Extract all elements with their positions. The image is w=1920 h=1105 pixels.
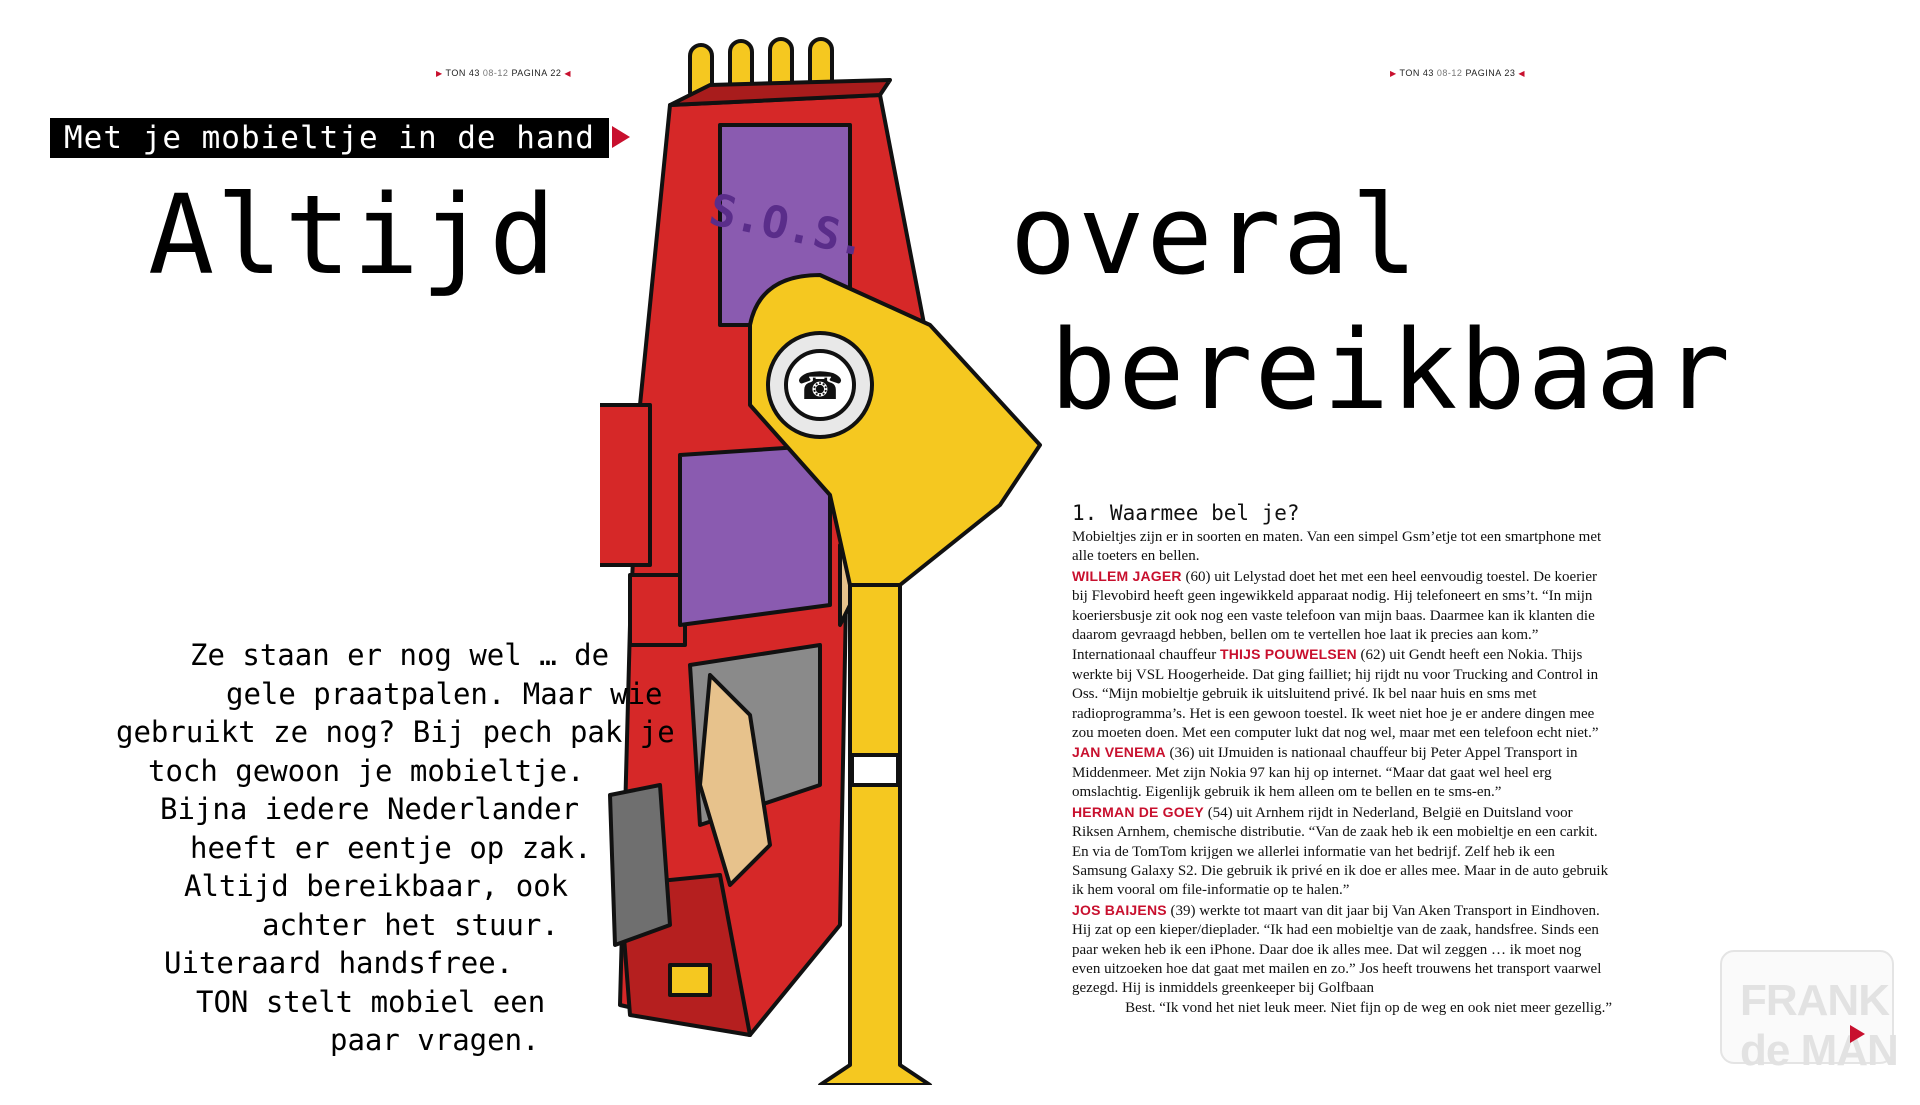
- name-willem-jager: WILLEM JAGER: [1072, 567, 1182, 584]
- intro-line: heeft er eentje op zak.: [190, 830, 592, 865]
- phone-icon: ☎: [796, 364, 844, 408]
- article-paragraph-jan: JAN VENEMA (36) uit IJmuiden is nationaal chauffeur bij Peter Appel Transport in Middenmeer. Met zijn Nokia 97 kan hij op internet. “Maar dat gaat wel heel erg omslachtig. Eigenlijk gebruik ik hem alleen om te bellen en te sms-en.”: [1072, 744, 1578, 801]
- name-thijs-pouwelsen: THIJS POUWELSEN: [1219, 646, 1357, 663]
- intro-line: Ze staan er nog wel … de: [190, 638, 610, 672]
- name-jan-venema: JAN VENEMA: [1072, 744, 1166, 761]
- intro-line: TON stelt mobiel een: [196, 984, 546, 1019]
- sos-sign-text: S.O.S.: [704, 184, 872, 268]
- page-folio-left: ▶ TON 43 08-12 PAGINA 22 ◀: [436, 68, 571, 78]
- intro-line: gebruikt ze nog? Bij pech pak je: [116, 715, 675, 749]
- kicker-label: Met je mobieltje in de hand: [50, 118, 609, 158]
- intro-line: Altijd bereikbaar, ook: [184, 869, 569, 903]
- intro-line: paar vragen.: [330, 1023, 540, 1057]
- article-paragraph-willem: WILLEM JAGER (60) uit Lelystad doet het met een heel eenvoudig toestel. De koerier bij Flevobird heeft geen ingewikkeld apparaat nodig. Hij telefoneert en sms’t. “In mijn koeriersbusje zit ook nog een vaste telefoon van mijn baas. Daarmee kan ik klanten die daarom gevraagd hebben, bellen om te vertellen hoe laat ik precies aan kom.”: [1072, 567, 1598, 644]
- intro-line: Uiteraard handsfree.: [164, 946, 514, 980]
- page-folio-right: ▶ TON 43 08-12 PAGINA 23 ◀: [1390, 68, 1525, 78]
- article-paragraph-herman: HERMAN DE GOEY (54) uit Arnhem rijdt in Nederland, België en Duitsland voor Riksen Arnhem, chemische distributie. “Van de zaak heb ik een mobieltje en een carkit. En via de TomTom krijgen we allerlei informatie van het bedrijf. Zelf heb ik een Samsung Galaxy S2. Die gebruik ik privé en ik doe er alles mee. Maar in de auto gebruik ik hem vooral om file-informatie op te halen.”: [1072, 803, 1609, 899]
- headline-word-altijd: Altijd: [148, 171, 558, 299]
- article-heading: 1. Waarmee bel je?: [1072, 501, 1300, 525]
- intro-deck: [80, 636, 680, 1060]
- intro-line: Bijna iedere Nederlander: [160, 792, 580, 826]
- article-lead: Mobieltjes zijn er in soorten en maten. Van een simpel Gsm’etje tot een smartphone met alle toeters en bellen.: [1072, 529, 1602, 565]
- intro-line: achter het stuur.: [262, 907, 559, 942]
- article-paragraph-jos: JOS BAIJENS (39) werkte tot maart van dit jaar bij Van Aken Transport in Eindhoven. Hij zat op een kieper/dieplader. “Ik had een mobieltje van de zaak, handsfree. Sinds een paar weken heb ik een iPhone. Daar doe ik alles mee. Dat wil zeggen … ik moet nog even uitzoeken hoe dat gaat met mailen en zo.” Jos heeft trouwens het transport vaarwel gezegd. Hij is inmiddels greenkeeper bij Golfbaan: [1072, 901, 1602, 997]
- name-herman-de-goey: HERMAN DE GOEY: [1072, 803, 1204, 820]
- article-paragraph-jos-end: Best. “Ik vond het niet leuk meer. Niet fijn op de weg en ook niet meer gezellig.”: [1125, 999, 1612, 1016]
- headline-word-overal: overal: [1010, 171, 1420, 299]
- illustrator-logo: FRANK de MAN: [1740, 976, 1898, 1075]
- headline-word-bereikbaar: bereikbaar: [1050, 306, 1733, 434]
- next-page-arrow-icon[interactable]: [1850, 1025, 1865, 1043]
- article-paragraph-thijs: Internationaal chauffeur THIJS POUWELSEN (62) uit Gendt heeft een Nokia. Thijs werkte bij VSL Hoogerheide. Dat ging failliet; hij rijdt nu voor Trucking and Control in Oss. “Mijn mobieltje gebruik ik uitsluitend privé. Ik bel naar huis en sms met radioprogramma’s. Het is een gewoon toestel. Ik weet niet hoe je er andere dingen mee zou moeten doen. Met een computer lukt dat nog wel, maar met een telefoon echt niet.”: [1072, 646, 1599, 742]
- article-column: [1072, 500, 1612, 1018]
- name-jos-baijens: JOS BAIJENS: [1072, 901, 1167, 918]
- intro-line: gele praatpalen. Maar wie: [226, 676, 663, 711]
- intro-line: toch gewoon je mobieltje.: [148, 753, 585, 788]
